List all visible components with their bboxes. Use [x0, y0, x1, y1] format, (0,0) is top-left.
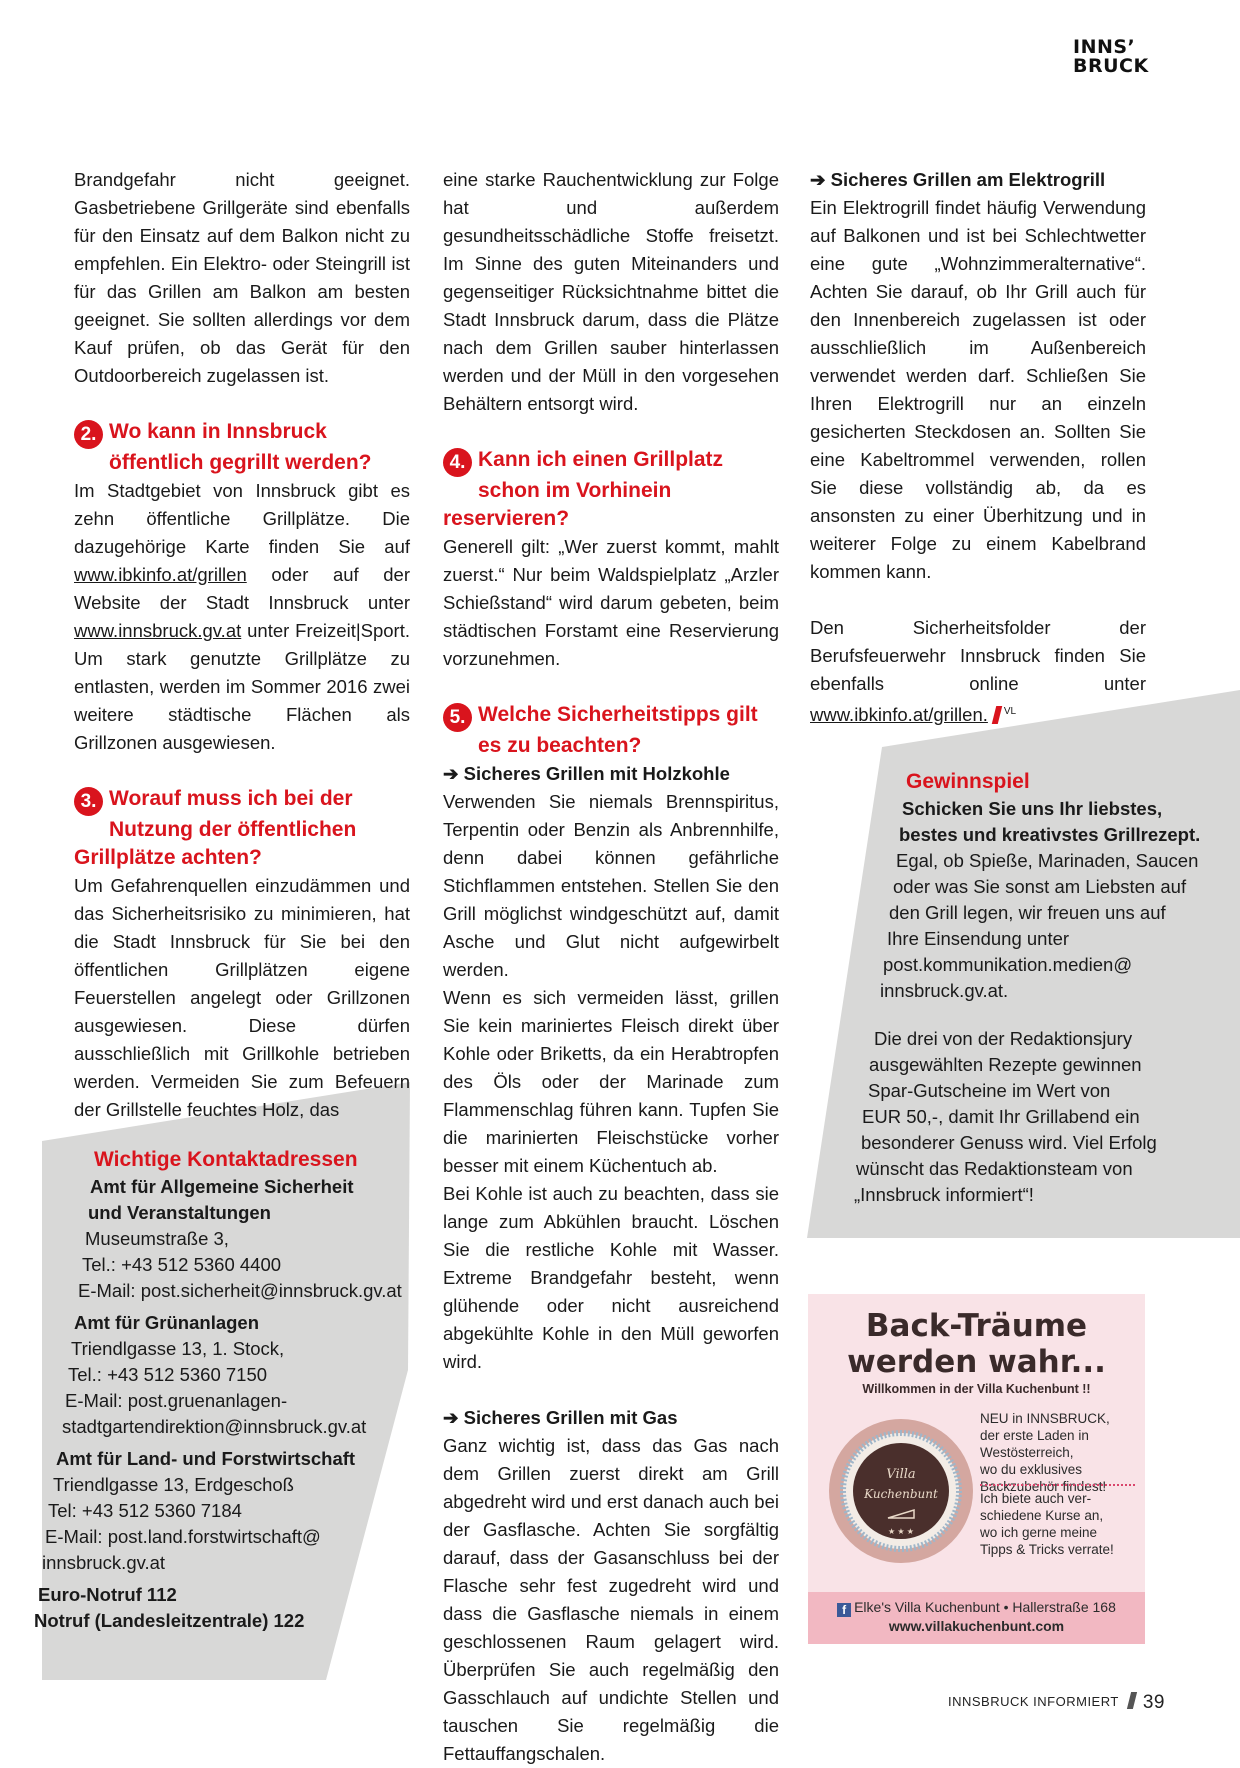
- body-text: Im Stadtgebiet von Innsbruck gibt es zehn öffentliche Grillplätze. Die dazugehörige Karte finden Sie auf www.ibkinfo.at/grillen oder auf der Website der Stadt Innsbruck unter www.innsbruck.gv.at unter Freizeit|Sport. Um stark genutzte Grillplätze zu entlasten, werden im Sommer 2016 zwei weitere städtische Flächen als Grillzonen ausgewiesen.: [74, 480, 410, 753]
- section-heading: 5. Welche Sicherheitstipps gilt es zu beachten?: [443, 701, 779, 760]
- body-text: eine starke Rauchentwicklung zur Folge hat und außerdem gesundheitsschädliche Stoffe freisetzt. Im Sinne des guten Miteinanders und gegenseitiger Rücksichtnahme bittet die Stadt Innsbruck darum, dass die Plätze nach dem Grillen sauber hinterlassen werden und der Müll in den vorgesehen Behältern entsorgt wird.: [443, 169, 779, 414]
- dotted-divider: [980, 1484, 1135, 1486]
- innsbruck-gv-link[interactable]: www.innsbruck.gv.at: [74, 620, 242, 641]
- number-badge: 3.: [74, 787, 103, 816]
- contact-box: Wichtige Kontaktadressen Amt für Allgemeine Sicherheit und Veranstaltungen Museumstraße 3, Tel.: +43 512 5360 4400 E-Mail: post.sicherheit@innsbruck.gv.at Amt für Grünanlagen Triendlgasse 13, 1. Stock, Tel.: +43 512 5360 7150 E-Mail: post.gruenanlagen- stadtgartendirektion@innsbruck.gv.at Amt für Land- und Forstwirtschaft Triendlgasse 13, Erdgeschoß Tel: +43 512 5360 7184 E-Mail: post.land.forstwirtschaft@ innsbruck.gv.at Euro-Notruf 112 Notruf (Landesleitzentrale) 122: [38, 1146, 418, 1634]
- subheading-holzkohle: ➔ Sicheres Grillen mit Holzkohle: [443, 763, 730, 784]
- body-text: Den Sicherheitsfolder der Berufsfeuerwehr Innsbruck finden Sie ebenfalls online unter www.ibkinfo.at/grillen. $^{VL}$: [810, 617, 1146, 726]
- innsbruck-logo: INNS’ BRUCK: [1073, 36, 1149, 77]
- body-text: Verwenden Sie niemals Brennspiritus, Terpentin oder Benzin als Anbrennhilfe, denn dabei können gefährliche Stichflammen entstehen. Stellen Sie den Grill möglichst windgeschützt auf, damit Asche und Glut nicht aufgewirbelt werden.: [443, 791, 779, 980]
- body-text: Generell gilt: „Wer zuerst kommt, mahlt zuerst.“ Nur beim Waldspielplatz „Arzler Schießstand“ wird darum gebeten, beim städtischen Forstamt eine Reservierung vorzunehmen.: [443, 536, 779, 669]
- body-text: Wenn es sich vermeiden lässt, grillen Sie kein mariniertes Fleisch direkt über Kohle oder Briketts, da ein Herabtropfen des Öls oder der Marinade zum Flammenschlag führen kann. Tupfen Sie die marinierten Fleischstücke vorher besser mit einem Küchentuch ab.: [443, 987, 779, 1176]
- svg-text:Villa: Villa: [886, 1467, 916, 1482]
- page-number: 39: [1142, 1692, 1165, 1713]
- subheading-gas: ➔ Sicheres Grillen mit Gas: [443, 1407, 678, 1428]
- gewinnspiel-box: Gewinnspiel Schicken Sie uns Ihr liebstes, bestes und kreativstes Grillrezept. Egal, ob Spieße, Marinaden, Saucen oder was Sie sonst am Liebsten auf den Grill legen, wir freuen uns auf Ihre Einsendung unter post.kommunikation.medien@ innsbruck.gv.at. Die drei von der Redaktionsjury ausgewählten Rezepte gewinnen Spar-Gutscheine im Wert von EUR 50,-, damit Ihr Grillabend ein besonderer Genuss wird. Viel Erfolg wünscht das Redaktionsteam von „Innsbruck informiert“!: [860, 768, 1220, 1208]
- author-initials: VL: [1003, 706, 1017, 717]
- gewinnspiel-title: Gewinnspiel: [906, 770, 1030, 793]
- section-5: [443, 701, 779, 1768]
- email[interactable]: post.kommunikation.medien@: [883, 954, 1133, 975]
- email[interactable]: E-Mail: post.land.forstwirtschaft@: [45, 1526, 321, 1547]
- email[interactable]: E-Mail: post.gruenanlagen-: [65, 1390, 288, 1411]
- column-1: [74, 166, 410, 1124]
- svg-text:Kuchenbunt: Kuchenbunt: [864, 1487, 938, 1501]
- subheading-elektrogrill: ➔ Sicheres Grillen am Elektrogrill: [810, 169, 1106, 190]
- page-footer: [948, 1692, 1165, 1714]
- ad-url-link[interactable]: www.villakuchenbunt.com: [888, 1618, 1065, 1634]
- number-badge: 5.: [443, 703, 472, 732]
- villa-kuchenbunt-ad[interactable]: [808, 1294, 1145, 1644]
- end-mark-icon: [992, 706, 1002, 724]
- ad-text-2: Ich biete auch ver- schiedene Kurse an, wo ich gerne meine Tipps & Tricks verrate!: [980, 1491, 1114, 1557]
- ad-headline: Back-Träume werden wahr...: [847, 1308, 1106, 1380]
- body-text: Ganz wichtig ist, dass das Gas nach dem Grillen zuerst direkt am Grill abgedreht wird und erst danach auch bei der Gasflasche. Achten Sie sorgfältig darauf, dass der Gasanschluss bei der Flasche sehr fest zugedreht wird und dass die Gasflasche niemals in einem geschlossenen Raum gelagert wird. Überprüfen Sie auch regelmäßig den Gasschlauch auf undichte Stellen und tauschen Sie regelmäßig die Fettauffangschalen.: [443, 1435, 779, 1764]
- ad-footer: f Elke's Villa Kuchenbunt • Hallerstraße 168 www.villakuchenbunt.com: [808, 1592, 1145, 1644]
- section-2: [74, 418, 410, 757]
- emergency-landesleitzentrale: Notruf (Landesleitzentrale) 122: [34, 1610, 305, 1631]
- body-text: Um Gefahrenquellen einzudämmen und das Sicherheitsrisiko zu minimieren, hat die Stadt Innsbruck für Sie bei den öffentlichen Grillplätzen eigene Feuerstellen angelegt oder Grillzonen ausgewiesen. Diese dürfen ausschließlich mit Grillkohle betrieben werden. Vermeiden Sie zum Befeuern der Grillstelle feuchtes Holz, das: [74, 875, 410, 1120]
- publication-name: INNSBRUCK INFORMIERT: [948, 1694, 1119, 1709]
- number-badge: 2.: [74, 420, 103, 449]
- section-heading: 2. Wo kann in Innsbruck öffentlich gegrillt werden?: [74, 418, 410, 477]
- ibkinfo-link[interactable]: www.ibkinfo.at/grillen.: [810, 704, 988, 726]
- ad-text-1: NEU in INNSBRUCK, der erste Laden in Westösterreich, wo du exklusives Backzubehör findest!: [980, 1411, 1110, 1494]
- slash-mark-icon: [1127, 1692, 1137, 1709]
- body-text: Bei Kohle ist auch zu beachten, dass sie lange zum Abkühlen braucht. Löschen Sie die restliche Kohle mit Wasser. Extreme Brandgefahr besteht, wenn glühende oder nicht ausreichend abgekühlte Kohle in den Müll geworfen wird.: [443, 1183, 779, 1372]
- body-text: Ein Elektrogrill findet häufig Verwendung auf Balkonen und ist bei Schlechtwetter eine gute „Wohnzimmeralternative“. Achten Sie darauf, ob Ihr Grill auch für den Innenbereich zugelassen ist oder ausschließlich im Außenbereich verwendet werden darf. Schließen Sie Ihren Elektrogrill nur an einzeln gesicherten Steckdosen an. Sollten Sie eine Kabeltrommel verwenden, rollen Sie diese vollständig ab, da es ansonsten zu einer Überhitzung und in weiterer Folge zu einem Kabelbrand kommen kann.: [810, 197, 1146, 582]
- facebook-icon[interactable]: f: [837, 1603, 851, 1617]
- ad-subline: Willkommen in der Villa Kuchenbunt !!: [862, 1382, 1091, 1396]
- section-3: [74, 785, 410, 1124]
- emergency-euro: Euro-Notruf 112: [38, 1584, 177, 1605]
- number-badge: 4.: [443, 448, 472, 477]
- section-heading: 4. Kann ich einen Grillplatz schon im Vorhinein reservieren?: [443, 448, 724, 530]
- body-text: Brandgefahr nicht geeignet. Gasbetriebene Grillgeräte sind ebenfalls für den Einsatz auf dem Balkon nicht zu empfehlen. Ein Elektro- oder Steingrill ist für das Grillen am Balkon am besten geeignet. Sie sollten allerdings vor dem Kauf prüfen, ob das Gerät für den Outdoorbereich zugelassen ist.: [74, 169, 410, 386]
- svg-text:★ ★ ★: ★ ★ ★: [888, 1527, 914, 1536]
- section-4: [443, 446, 779, 673]
- ibkinfo-link[interactable]: www.ibkinfo.at/grillen: [74, 564, 247, 585]
- column-3: [810, 166, 1146, 729]
- section-heading: 3. Worauf muss ich bei der Nutzung der öffentlichen Grillplätze achten?: [74, 787, 357, 869]
- column-2: [443, 166, 779, 1768]
- villa-kuchenbunt-seal-logo: [826, 1416, 976, 1566]
- email[interactable]: E-Mail: post.sicherheit@innsbruck.gv.at: [78, 1280, 402, 1301]
- contact-box-title: Wichtige Kontaktadressen: [94, 1148, 358, 1171]
